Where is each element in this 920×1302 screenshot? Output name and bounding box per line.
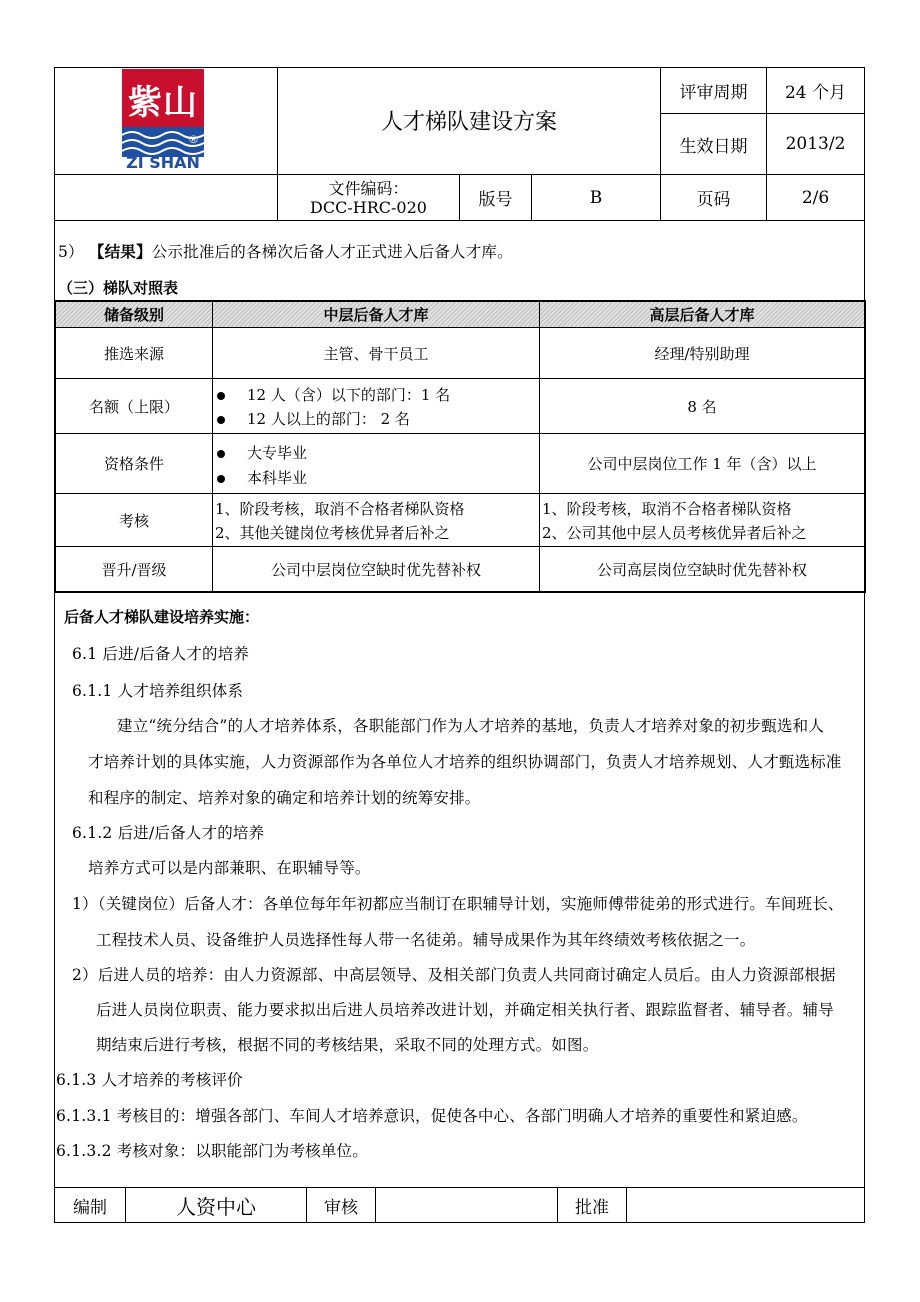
- row-assessment-mid-1: 1、阶段考核，取消不合格者梯队资格: [215, 500, 465, 518]
- version-label: 版号: [478, 190, 513, 210]
- section-title: 后备人才梯队建设培养实施：: [64, 608, 260, 626]
- effective-date-value: 2013/2: [785, 134, 846, 154]
- bullet-icon: [217, 475, 225, 483]
- list-item: 大专毕业: [217, 442, 307, 463]
- result-label: 【结果】: [88, 243, 152, 261]
- list-item: 本科毕业: [217, 467, 307, 488]
- row-source-high: 经理/特别助理: [654, 344, 750, 363]
- review-period-label: 评审周期: [679, 82, 748, 103]
- doc-code-value: DCC-HRC-020: [310, 198, 427, 217]
- row-label-promotion: 晋升/晋级: [101, 560, 167, 579]
- page-border-left: [54, 67, 55, 1223]
- reviewed-by-label: 审核: [324, 1197, 358, 1218]
- list-item: 12 人（含）以下的部门：1 名: [217, 384, 450, 405]
- row-qualification-high: 公司中层岗位工作 1 年（含）以上: [587, 455, 817, 473]
- item-2-line-1: 2）后进人员的培养：由人力资源部、中高层领导、及相关部门负责人共同商讨确定人员后。由人力资源部根据: [72, 966, 836, 984]
- item-2-line-3: 期结束后进行考核，根据不同的考核结果，采取不同的处理方式。如图。: [96, 1036, 599, 1054]
- row-quota-high: 8 名: [687, 397, 717, 416]
- row-label-quota: 名额（上限）: [88, 397, 179, 416]
- bullet-icon: [217, 392, 225, 400]
- paragraph-1-line-3: 和程序的制定、培养对象的确定和培养计划的统筹安排。: [88, 789, 481, 807]
- row-label-assessment: 考核: [118, 511, 149, 530]
- item-2-line-2: 后进人员岗位职责、能力要求拟出后进人员培养改进计划，并确定相关执行者、跟踪监督者、辅导者。辅导: [96, 1001, 834, 1019]
- review-period-value: 24 个月: [784, 82, 847, 103]
- logo-chinese: 紫山: [128, 83, 198, 123]
- prepared-by-value: 人资中心: [176, 1194, 256, 1219]
- company-logo: [122, 69, 204, 172]
- table-header-level: 储备级别: [103, 306, 164, 324]
- paragraph-2: 培养方式可以是内部兼职、在职辅导等。: [88, 859, 371, 877]
- approved-by-label: 批准: [575, 1197, 609, 1218]
- heading-6-1-2: 6.1.2 后进/后备人才的培养: [72, 824, 265, 842]
- logo-registered: ®: [188, 133, 199, 146]
- table-header-mid: 中层后备人才库: [323, 306, 429, 324]
- table-title: （三）梯队对照表: [58, 279, 179, 297]
- heading-6-1-3-1: 6.1.3.1 考核目的：增强各部门、车间人才培养意识，促使各中心、各部门明确人才培养的重要性和紧迫感。: [56, 1107, 808, 1125]
- page-border-right: [864, 67, 865, 1223]
- row-assessment-mid-2: 2、其他关键岗位考核优异者后补之: [215, 524, 450, 542]
- row-assessment-high-2: 2、公司其他中层人员考核优异者后补之: [542, 524, 807, 542]
- item-1-line-2: 工程技术人员、设备维护人员选择性每人带一名徒弟。辅导成果作为其年终绩效考核依据之一。: [96, 931, 756, 949]
- paragraph-1-line-1: 建立“统分结合”的人才培养体系，各职能部门作为人才培养的基地，负责人才培养对象的初步甄选和人: [117, 717, 825, 735]
- page-label: 页码: [696, 190, 731, 210]
- bullet-icon: [217, 450, 225, 458]
- page-value: 2/6: [801, 187, 830, 208]
- row-label-qualification: 资格条件: [103, 455, 164, 473]
- item-1-line-1: 1）（关键岗位）后备人才：各单位每年年初都应当制订在职辅导计划，实施师傅带徒弟的形式进行。车间班长、: [72, 895, 844, 913]
- approved-by-value: [627, 1188, 864, 1222]
- row-source-mid: 主管、骨干员工: [323, 344, 429, 363]
- logo-english: ZI SHAN: [126, 153, 200, 172]
- result-line: [58, 240, 513, 262]
- heading-6-1-1: 6.1.1 人才培养组织体系: [72, 682, 244, 700]
- heading-6-1-3-2: 6.1.3.2 考核对象：以职能部门为考核单位。: [56, 1142, 368, 1160]
- table-header-high: 高层后备人才库: [649, 306, 755, 324]
- row-label-source: 推选来源: [103, 344, 164, 363]
- effective-date-label: 生效日期: [679, 136, 748, 157]
- doc-code-label: 文件编码：: [328, 179, 409, 198]
- row-assessment-high-1: 1、阶段考核，取消不合格者梯队资格: [542, 500, 792, 518]
- list-item: 12 人以上的部门： 2 名: [217, 408, 410, 429]
- row-promotion-mid: 公司中层岗位空缺时优先替补权: [270, 560, 481, 579]
- version-value: B: [589, 187, 603, 208]
- heading-6-1-3: 6.1.3 人才培养的考核评价: [56, 1071, 243, 1089]
- bullet-icon: [217, 416, 225, 424]
- row-promotion-high: 公司高层岗位空缺时优先替补权: [596, 560, 807, 579]
- heading-6-1: 6.1 后进/后备人才的培养: [72, 645, 250, 663]
- prepared-by-label: 编制: [73, 1197, 107, 1218]
- result-prefix: 5）: [58, 243, 84, 261]
- result-text: 公示批准后的各梯次后备人才正式进入后备人才库。: [151, 243, 513, 261]
- paragraph-1-line-2: 才培养计划的具体实施，人力资源部作为各单位人才培养的组织协调部门，负责人才培养规划、人才甄选标准: [88, 753, 842, 771]
- reviewed-by-value: [376, 1188, 557, 1222]
- document-title: 人才梯队建设方案: [380, 110, 557, 135]
